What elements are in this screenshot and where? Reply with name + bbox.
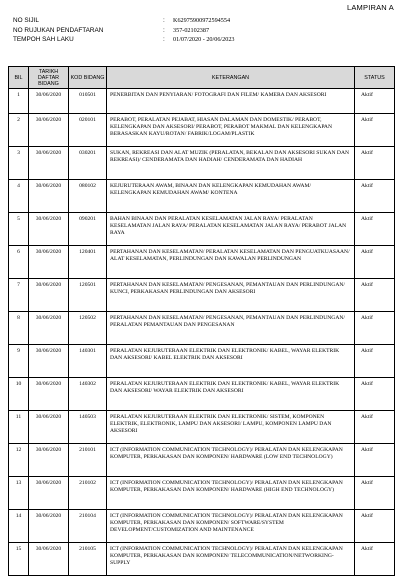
meta-colon: : — [163, 17, 165, 25]
column-header-tarikh: TARIKH DAFTAR BIDANG — [29, 67, 69, 89]
cell-kod: 030201 — [69, 147, 107, 180]
cell-status: Aktif — [355, 312, 395, 345]
cell-bil: 6 — [9, 246, 29, 279]
cell-tarikh: 30/06/2020 — [29, 246, 69, 279]
cell-tarikh: 30/06/2020 — [29, 510, 69, 543]
cell-bil: 8 — [9, 312, 29, 345]
cell-keterangan: ICT (INFORMATION COMMUNICATION TECHNOLOGY)/ PERALATAN DAN KELENGKAPAN KOMPUTER, PERKAKASAN DAN KOMPONEN/ SOFTWARE/SYSTEM DEVELOPMENT/CUSTOMIZATION AND MAINTENANCE — [107, 510, 355, 543]
table-row — [9, 543, 395, 576]
cell-status: Aktif — [355, 345, 395, 378]
table-row — [9, 246, 395, 279]
cell-kod: 010501 — [69, 89, 107, 114]
cell-tarikh: 30/06/2020 — [29, 444, 69, 477]
meta-value: K62975900972594554 — [173, 17, 231, 25]
column-header-status: STATUS — [355, 67, 395, 89]
certificate-meta — [13, 16, 393, 45]
cell-kod: 210105 — [69, 543, 107, 576]
cell-bil: 1 — [9, 89, 29, 114]
cell-keterangan: PENERBITAN DAN PENYIARAN/ FOTOGRAFI DAN FILEM/ KAMERA DAN AKSESORI — [107, 89, 355, 114]
column-header-kod: KOD BIDANG — [69, 67, 107, 89]
cell-bil: 15 — [9, 543, 29, 576]
table-row — [9, 444, 395, 477]
meta-label: NO RUJUKAN PENDAFTARAN — [13, 26, 104, 34]
cell-tarikh: 30/06/2020 — [29, 114, 69, 147]
cell-status: Aktif — [355, 246, 395, 279]
cell-status: Aktif — [355, 378, 395, 411]
cell-tarikh: 30/06/2020 — [29, 279, 69, 312]
cell-bil: 11 — [9, 411, 29, 444]
cell-bil: 14 — [9, 510, 29, 543]
field-registration-table — [8, 66, 395, 576]
meta-row-validity-period — [13, 35, 393, 45]
cell-kod: 020101 — [69, 114, 107, 147]
table-row — [9, 312, 395, 345]
table-header-row — [9, 67, 395, 89]
cell-status: Aktif — [355, 444, 395, 477]
cell-tarikh: 30/06/2020 — [29, 411, 69, 444]
cell-status: Aktif — [355, 477, 395, 510]
cell-kod: 090201 — [69, 213, 107, 246]
cell-tarikh: 30/06/2020 — [29, 378, 69, 411]
cell-keterangan: PERTAHANAN DAN KESELAMATAN/ PENGESANAN, PEMANTAUAN DAN PERLINDUNGAN/ KUNCI, PERKAKASAN PERLINDUNGAN DAN AKSESORI — [107, 279, 355, 312]
table-row — [9, 279, 395, 312]
meta-row-certificate-number — [13, 16, 393, 26]
cell-keterangan: BAHAN BINAAN DAN PERALATAN KESELAMATAN JALAN RAYA/ PERALATAN KESELAMATAN JALAN RAYA/ PERALATAN KESELAMATAN JALAN RAYA/ PERABOT JALAN RAYA — [107, 213, 355, 246]
table-row — [9, 213, 395, 246]
column-header-keterangan: KETERANGAN — [107, 67, 355, 89]
meta-value: 357-02102387 — [173, 26, 210, 34]
cell-keterangan: ICT (INFORMATION COMMUNICATION TECHNOLOGY)/ PERALATAN DAN KELENGKAPAN KOMPUTER, PERKAKASAN DAN KOMPONEN/ TELECOMMUNICATION/NETWORKING-SUPPLY — [107, 543, 355, 576]
table-row — [9, 345, 395, 378]
cell-keterangan: PERALATAN KEJURUTERAAN ELEKTRIK DAN ELEKTRONIK/ KABEL, WAYAR ELEKTRIK DAN AKSESORI/ KABEL ELEKTRIK DAN AKSESORI — [107, 345, 355, 378]
cell-bil: 10 — [9, 378, 29, 411]
meta-colon: : — [163, 26, 165, 34]
cell-keterangan: SUKAN, REKREASI DAN ALAT MUZIK (PERALATAN, BEKALAN DAN AKSESORI SUKAN DAN REKREASI)/ CENDERAMATA DAN HADIAH/ CENDERAMATA DAN HADIAH — [107, 147, 355, 180]
cell-kod: 120502 — [69, 312, 107, 345]
cell-kod: 140301 — [69, 345, 107, 378]
cell-bil: 3 — [9, 147, 29, 180]
cell-kod: 140503 — [69, 411, 107, 444]
cell-status: Aktif — [355, 279, 395, 312]
cell-kod: 080102 — [69, 180, 107, 213]
cell-bil: 13 — [9, 477, 29, 510]
table-row — [9, 114, 395, 147]
cell-status: Aktif — [355, 543, 395, 576]
meta-label: TEMPOH SAH LAKU — [13, 36, 74, 44]
cell-status: Aktif — [355, 147, 395, 180]
cell-tarikh: 30/06/2020 — [29, 180, 69, 213]
cell-keterangan: PERTAHANAN DAN KESELAMATAN/ PERALATAN KESELAMATAN DAN PENGUATKUASAAN/ ALAT KESELAMATAN, PERLINDUNGAN DAN KAWALAN PERLINDUNGAN — [107, 246, 355, 279]
cell-tarikh: 30/06/2020 — [29, 477, 69, 510]
table-row — [9, 477, 395, 510]
cell-keterangan: KEJURUTERAAN AWAM, BINAAN DAN KELENGKAPAN KEMUDAHAN AWAM/ KELENGKAPAN KEMUDAHAN AWAM/ KONTENA — [107, 180, 355, 213]
cell-kod: 210104 — [69, 510, 107, 543]
cell-kod: 120501 — [69, 279, 107, 312]
cell-keterangan: PERTAHANAN DAN KESELAMATAN/ PENGESANAN, PEMANTAUAN DAN PERLINDUNGAN/ PERALATAN PEMANTAUAN DAN PENGESANAN — [107, 312, 355, 345]
cell-tarikh: 30/06/2020 — [29, 345, 69, 378]
cell-bil: 5 — [9, 213, 29, 246]
cell-keterangan: PERALATAN KEJURUTERAAN ELEKTRIK DAN ELEKTRONIK/ SISTEM, KOMPONEN ELEKTRIK, ELEKTRONIK, LAMPU DAN AKSESORI/ LAMPU, KOMPONEN LAMPU DAN AKSESORI — [107, 411, 355, 444]
cell-keterangan: ICT (INFORMATION COMMUNICATION TECHNOLOGY)/ PERALATAN DAN KELENGKAPAN KOMPUTER, PERKAKASAN DAN KOMPONEN/ HARDWARE (LOW END TECHNOLOGY) — [107, 444, 355, 477]
cell-status: Aktif — [355, 180, 395, 213]
cell-tarikh: 30/06/2020 — [29, 543, 69, 576]
table-row — [9, 510, 395, 543]
cell-keterangan: ICT (INFORMATION COMMUNICATION TECHNOLOGY)/ PERALATAN DAN KELENGKAPAN KOMPUTER, PERKAKASAN DAN KOMPONEN/ HARDWARE (HIGH END TECHNOLOGY) — [107, 477, 355, 510]
column-header-bil: BIL — [9, 67, 29, 89]
cell-kod: 120401 — [69, 246, 107, 279]
table-row — [9, 180, 395, 213]
meta-row-registration-reference — [13, 26, 393, 36]
meta-value: 01/07/2020 - 20/06/2023 — [173, 36, 235, 44]
table-row — [9, 411, 395, 444]
cell-kod: 210101 — [69, 444, 107, 477]
cell-keterangan: PERABOT, PERALATAN PEJABAT, HIASAN DALAMAN DAN DOMESTIK/ PERABOT, KELENGKAPAN DAN AKSESORI/ PERABOT, PERABOT MAKMAL DAN KELENGKAPAN BERASASKAN KAYU/ROTAN/ FABRIK/LOGAM/PLASTIK — [107, 114, 355, 147]
cell-bil: 4 — [9, 180, 29, 213]
cell-bil: 7 — [9, 279, 29, 312]
cell-kod: 140302 — [69, 378, 107, 411]
meta-label: NO SIJIL — [13, 17, 39, 25]
table-row — [9, 89, 395, 114]
cell-status: Aktif — [355, 213, 395, 246]
table-row — [9, 378, 395, 411]
attachment-label: LAMPIRAN A — [346, 3, 394, 12]
cell-status: Aktif — [355, 89, 395, 114]
cell-bil: 12 — [9, 444, 29, 477]
cell-tarikh: 30/06/2020 — [29, 213, 69, 246]
cell-keterangan: PERALATAN KEJURUTERAAN ELEKTRIK DAN ELEKTRONIK/ KABEL, WAYAR ELEKTRIK DAN AKSESORI/ WAYAR ELEKTRIK DAN AKSESORI — [107, 378, 355, 411]
cell-status: Aktif — [355, 411, 395, 444]
cell-tarikh: 30/06/2020 — [29, 312, 69, 345]
cell-kod: 210102 — [69, 477, 107, 510]
cell-bil: 9 — [9, 345, 29, 378]
cell-status: Aktif — [355, 510, 395, 543]
meta-colon: : — [163, 36, 165, 44]
table-row — [9, 147, 395, 180]
cell-bil: 2 — [9, 114, 29, 147]
cell-tarikh: 30/06/2020 — [29, 89, 69, 114]
cell-status: Aktif — [355, 114, 395, 147]
cell-tarikh: 30/06/2020 — [29, 147, 69, 180]
